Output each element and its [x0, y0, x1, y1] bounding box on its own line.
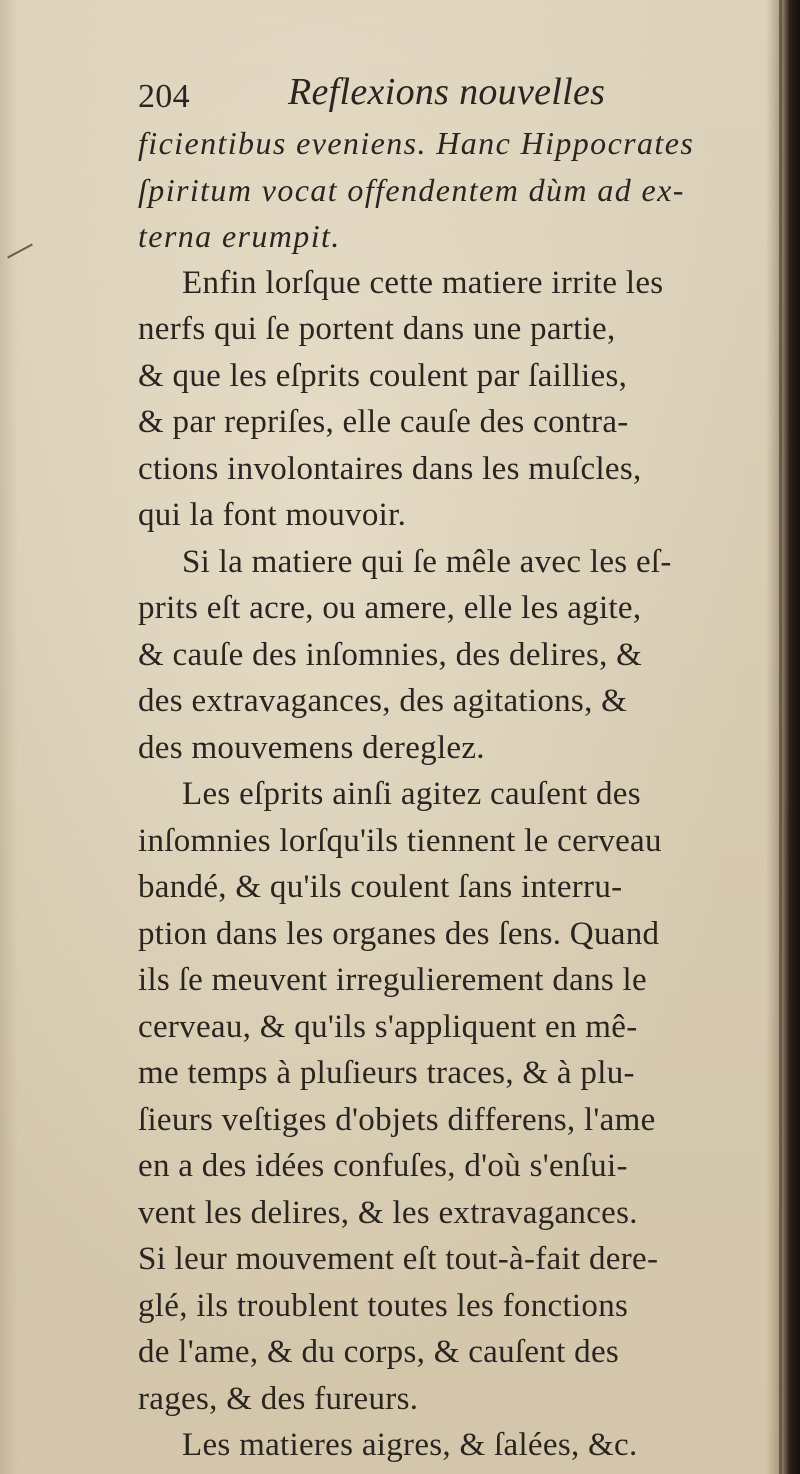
- text-line: ſpiritum vocat offendentem dùm ad ex-: [138, 171, 685, 208]
- text-line: ctions involontaires dans les muſcles,: [138, 450, 642, 487]
- text-line: prits eſt acre, ou amere, elle les agite,: [138, 590, 642, 626]
- text-line: glé, ils troublent toutes les fonctions: [138, 1287, 629, 1324]
- text-line: en a des idées confuſes, d'où s'enſui-: [138, 1148, 628, 1184]
- text-line: & que les eſprits coulent par ſaillies,: [138, 357, 628, 394]
- text-line: & par repriſes, elle cauſe des contra-: [138, 404, 629, 440]
- page-number: 204: [138, 78, 190, 115]
- text-line: rages, & des fureurs.: [138, 1380, 419, 1417]
- text-line: qui la font mouvoir.: [138, 497, 407, 533]
- text-line: nerfs qui ſe portent dans une partie,: [138, 311, 616, 347]
- paragraph-start: Les eſprits ainſi agitez cauſent des: [182, 776, 641, 812]
- text-line: ption dans les organes des ſens. Quand: [138, 915, 660, 952]
- book-gutter: [766, 0, 800, 1474]
- gutter-edge: [779, 0, 782, 1474]
- text-line: terna erumpit.: [138, 218, 341, 254]
- text-line: vent les delires, & les extravagances.: [138, 1194, 638, 1231]
- paragraph-start: Si la matiere qui ſe mêle avec les eſ-: [182, 543, 672, 580]
- running-head: Reflexions nouvelles: [288, 71, 606, 113]
- paragraph-start: Les matieres aigres, & ſalées, &c.: [182, 1427, 638, 1463]
- text-line: de l'ame, & du corps, & cauſent des: [138, 1334, 620, 1370]
- text-line: me temps à pluſieurs traces, & à plu-: [138, 1055, 635, 1091]
- text-line: ficientibus eveniens. Hanc Hippocrates: [138, 125, 695, 161]
- text-line: bandé, & qu'ils coulent ſans interru-: [138, 869, 623, 905]
- text-line: des extravagances, des agitations, &: [138, 683, 628, 719]
- text-line: Si leur mouvement eſt tout-à-fait dere-: [138, 1241, 659, 1277]
- paragraph-start: Enfin lorſque cette matiere irrite les: [182, 264, 664, 301]
- text-line: ſieurs veſtiges d'objets differens, l'ame: [138, 1101, 656, 1138]
- text-line: des mouvemens dereglez.: [138, 729, 485, 766]
- text-line: inſomnies lorſqu'ils tiennent le cerveau: [138, 822, 662, 859]
- text-line: & cauſe des inſomnies, des delires, &: [138, 636, 643, 673]
- text-block: [138, 70, 768, 1469]
- text-line: ils ſe meuvent irregulierement dans le: [138, 962, 647, 998]
- page-header: [138, 70, 768, 120]
- page-edge-shadow: [0, 0, 18, 1474]
- text-line: cerveau, & qu'ils s'appliquent en mê-: [138, 1008, 638, 1045]
